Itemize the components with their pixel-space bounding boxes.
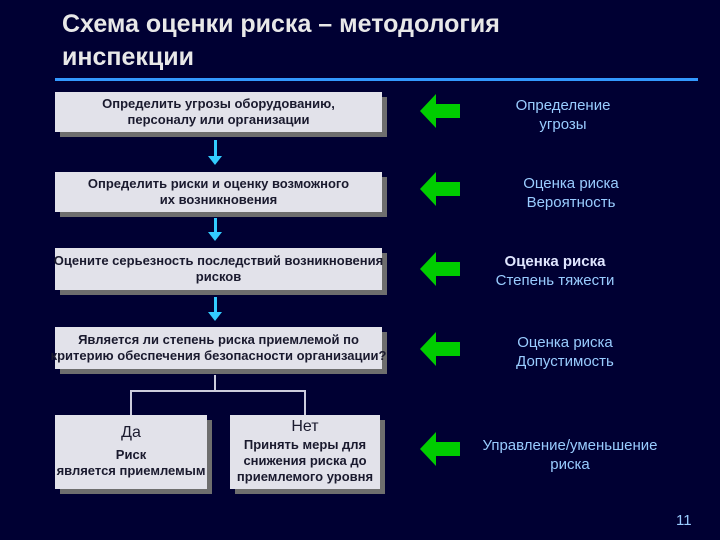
label-acceptability [480,333,650,371]
label-acceptability-line2: Допустимость [516,353,614,370]
label-risk-management-line2: риска [550,456,590,473]
label-probability [486,174,656,212]
slide-title [62,8,682,74]
step-identify-risks-line1: Определить риски и оценку возможного [87,176,350,191]
connector-2-arrowhead [208,232,222,241]
step-assess-severity-line1: Оцените серьезность последствий возникновения [53,253,384,268]
connector-3-arrowhead [208,312,222,321]
connector-2 [214,218,217,232]
label-probability-line2: Вероятность [526,194,616,211]
label-severity-line1: Оценка риска [504,253,606,270]
connector-4 [214,375,216,390]
label-severity-line2: Степень тяжести [495,272,615,289]
step-identify-threats-line1: Определить угрозы оборудованию, [102,96,335,111]
outcome-yes-head: Да [121,424,141,441]
step-acceptability-line1: Является ли степень риска приемлемой по [78,332,359,347]
label-threat-definition [478,96,648,134]
outcome-no-line2: снижения риска до [243,453,367,468]
outcome-yes-line2: является приемлемым [56,463,206,478]
green-arrow-4-icon [420,332,462,366]
green-arrow-1-icon [420,94,462,128]
slide-title-line2: инспекции [62,43,194,71]
outcome-yes-line1: Риск [115,447,147,462]
green-arrow-3-icon [420,252,462,286]
label-severity [470,252,640,290]
label-threat-definition-line1: Определение [515,97,611,114]
title-underline [55,78,698,81]
outcome-no-line1: Принять меры для [243,437,367,452]
slide-title-line1: Схема оценки риска – методология [62,10,500,38]
connector-3 [214,297,217,312]
connector-1 [214,140,217,156]
outcome-no-line3: приемлемого уровня [236,469,374,484]
step-identify-threats-line2: персоналу или организации [127,112,310,127]
step-assess-severity-line2: рисков [195,269,242,284]
step-acceptability-line2: критерию обеспечения безопасности организации? [50,348,387,363]
outcome-yes [55,415,207,489]
label-acceptability-line1: Оценка риска [517,334,613,351]
label-probability-line1: Оценка риска [523,175,619,192]
connector-branch [130,390,306,392]
label-threat-definition-line2: угрозы [539,116,587,133]
step-identify-threats [55,92,382,132]
connector-branch-left [130,390,132,415]
page-number: 11 [676,512,692,529]
connector-1-arrowhead [208,156,222,165]
label-risk-management [460,436,680,474]
green-arrow-5-icon [420,432,462,466]
step-identify-risks-line2: их возникновения [159,192,278,207]
step-acceptability [50,327,387,369]
label-risk-management-line1: Управление/уменьшение [482,437,658,454]
outcome-no-head: Нет [291,418,319,435]
outcome-no [230,415,380,489]
connector-branch-right [304,390,306,415]
step-identify-risks [55,172,382,212]
step-assess-severity [55,248,382,290]
green-arrow-2-icon [420,172,462,206]
